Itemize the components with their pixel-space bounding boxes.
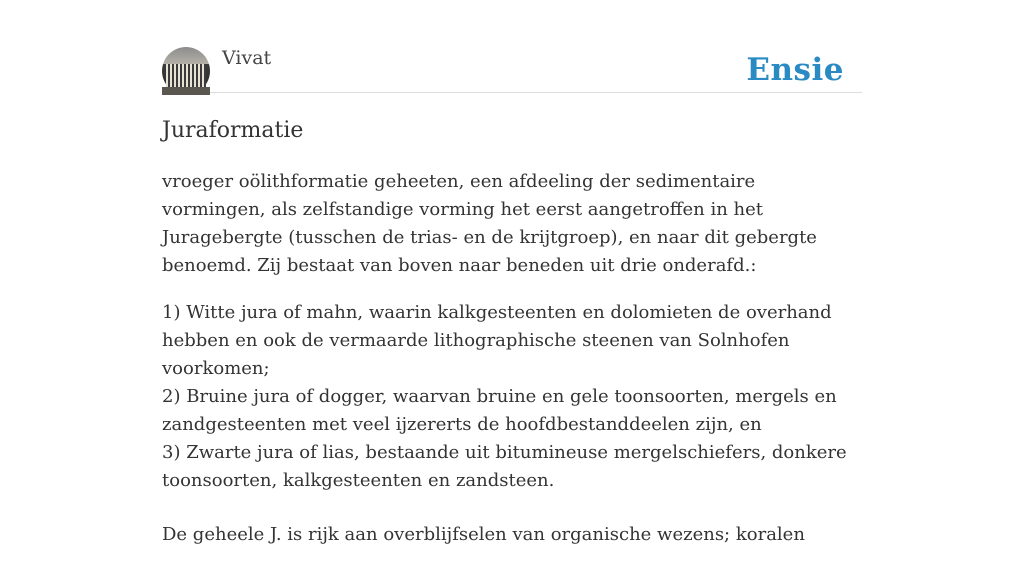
- avatar[interactable]: [162, 47, 210, 95]
- avatar-columns-image: [166, 64, 206, 89]
- closing-paragraph: De geheele J. is rijk aan overblijfselen van organische wezens; koralen: [162, 524, 805, 545]
- intro-paragraph: vroeger oölithformatie geheeten, een afdeeling der sedimentaire vormingen, als zelfstandige vorming het eerst aangetroffen in het Juragebergte (tusschen de trias- en de krijtgroep), en naar dit gebergte benoemd. Zij bestaat van boven naar beneden uit drie onderafd.:: [162, 171, 817, 276]
- list-item: 2) Bruine jura of dogger, waarvan bruine en gele toonsoorten, mergels en zandgesteenten met veel ijzererts de hoofdbestanddeelen zijn, en: [162, 386, 837, 435]
- list-item: 3) Zwarte jura of lias, bestaande uit bitumineuse mergelschiefers, donkere toonsoorten, kalkgesteenten en zandsteen.: [162, 442, 847, 491]
- avatar-base: [162, 87, 210, 95]
- page: [162, 0, 862, 545]
- list-paragraph: [162, 299, 862, 495]
- page-title: Juraformatie: [162, 118, 304, 143]
- list-item: 1) Witte jura of mahn, waarin kalkgesteenten en dolomieten de overhand hebben en ook de vermaarde lithographische steenen van Solnhofen voorkomen;: [162, 302, 832, 379]
- author-name[interactable]: Vivat: [222, 47, 272, 69]
- article-body: [162, 168, 862, 568]
- header: [162, 46, 862, 93]
- ensie-logo[interactable]: Ensie: [746, 52, 844, 88]
